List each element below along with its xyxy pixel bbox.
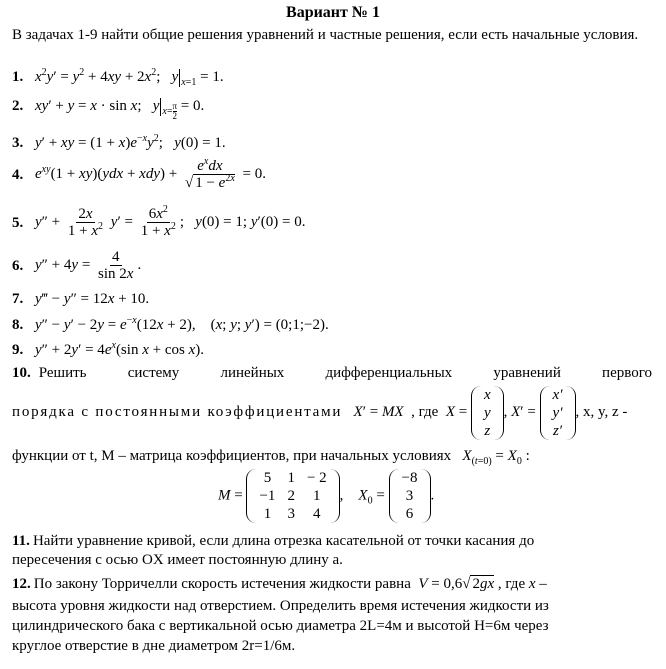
- problem-3: 3. y′ + xy = $(1 + x)e^{-x}y^2$; y(0) = 1.: [12, 133, 226, 151]
- matrix-m: 5 1 − 2 −1 2 1 1 3 4: [246, 469, 339, 523]
- problem-number: 10.: [12, 365, 31, 381]
- problem-number: 5.: [12, 214, 24, 231]
- problem-number: 6.: [12, 257, 24, 274]
- problem-number: 11.: [12, 533, 30, 549]
- vector-x-prime: x′ y′ z′: [540, 386, 576, 440]
- problem-11-line2: [12, 551, 343, 569]
- problem-number: 2.: [12, 98, 24, 114]
- problem-12-text: высота уровня жидкости над отверстием. Определить время истечения жидкости из: [12, 598, 549, 614]
- problem-2: 2. xy′ + y = x · sin x; y $_{x= \frac{\pi}{2}}$ = 0.: [12, 98, 205, 122]
- problem-12-text: цилиндрического бака с вертикальной осью диаметра 2L=4м и высотой H=6м через: [12, 618, 549, 634]
- variant-title: Вариант № 1: [286, 4, 380, 21]
- problem-11-line1: [12, 532, 534, 550]
- problem-number: 1.: [12, 69, 24, 85]
- matrix-equation: M = 5 1 − 2 −1 2 1 1 3 4 , $X_0$ = −8 3 6 .: [218, 470, 435, 522]
- problem-12-text: По закону Торричелли скорость истечения жидкости равна: [33, 576, 411, 592]
- problem-6: 6. y″ + 4y = $\frac{4}{\sin 2x}$ .: [12, 249, 142, 282]
- problem-12-line3: [12, 617, 549, 635]
- problem-11-text: пересечения с осью OX имеет постоянную длину a.: [12, 552, 343, 568]
- problem-1: 1. $x^2y' = y^2 + 4xy + 2x^2$; y $_{x=1}$ = 1.: [12, 67, 224, 88]
- problem-number: 7.: [12, 291, 24, 307]
- vector-x0: −8 3 6: [389, 469, 431, 523]
- problem-10-vars: x, y, z -: [583, 404, 628, 420]
- problem-number: 3.: [12, 135, 24, 151]
- problem-10-text: функции от t, M – матрица коэффициентов, при начальных условиях: [12, 448, 452, 464]
- problem-number: 8.: [12, 317, 24, 333]
- problem-5: 5. y″ + $\frac{2x}{1 + x^2}$ y′ = $\frac{6x^2}{1 + x^2}$ ; y(0) = 1; y′(0) = 0.: [12, 204, 306, 239]
- problem-7: 7. y‴ − y″ = 12x + 10.: [12, 291, 150, 307]
- intro-text: В задачах 1-9 найти общие решения уравнений и частные решения, если есть начальные условия.: [12, 27, 639, 43]
- problem-4: 4. $e^{xy}(1 + xy)(ydx + xdy)$ + $\frac{e^xdx}{√ 1 - e^{2x}}$ = 0.: [12, 156, 266, 191]
- problem-10-text: Решить систему линейных дифференциальных уравнений первого: [38, 365, 652, 381]
- problem-8: 8. $y'' - y' - 2y = e^{-x}(12x + 2)$, (x; y; y′) = (0;1;−2).: [12, 315, 329, 333]
- problem-12-text: круглое отверстие в дне диаметром 2r=1/6м.: [12, 638, 296, 654]
- problem-12-line4: [12, 637, 295, 655]
- problem-number: 9.: [12, 342, 24, 358]
- problem-12-line2: [12, 597, 549, 615]
- problem-11-text: Найти уравнение кривой, если длина отрезка касательной от точки касания до: [32, 533, 535, 549]
- vector-x: x y z: [471, 386, 504, 440]
- problem-number: 12.: [12, 576, 31, 592]
- problem-10-text: порядка с постоянными коэффициентами: [12, 404, 343, 420]
- problem-10-line3: функции от t, M – матрица коэффициентов, при начальных условиях $X_{(t=0)} = X_0$ :: [12, 448, 530, 467]
- problem-12-line1: 12. По закону Торричелли скорость истечения жидкости равна V = 0,6√ 2gx , где x –: [12, 576, 547, 592]
- problem-number: 4.: [12, 166, 24, 183]
- problem-9: 9. $y'' + 2y' = 4e^x(\sin$ x + cos x).: [12, 340, 204, 358]
- problem-10-line1: [12, 364, 652, 382]
- problem-10-line2: порядка с постоянными коэффициентами X′ = MX , где X = x y z , X′ = x′ y′ z′ , x, y, z -: [12, 386, 628, 439]
